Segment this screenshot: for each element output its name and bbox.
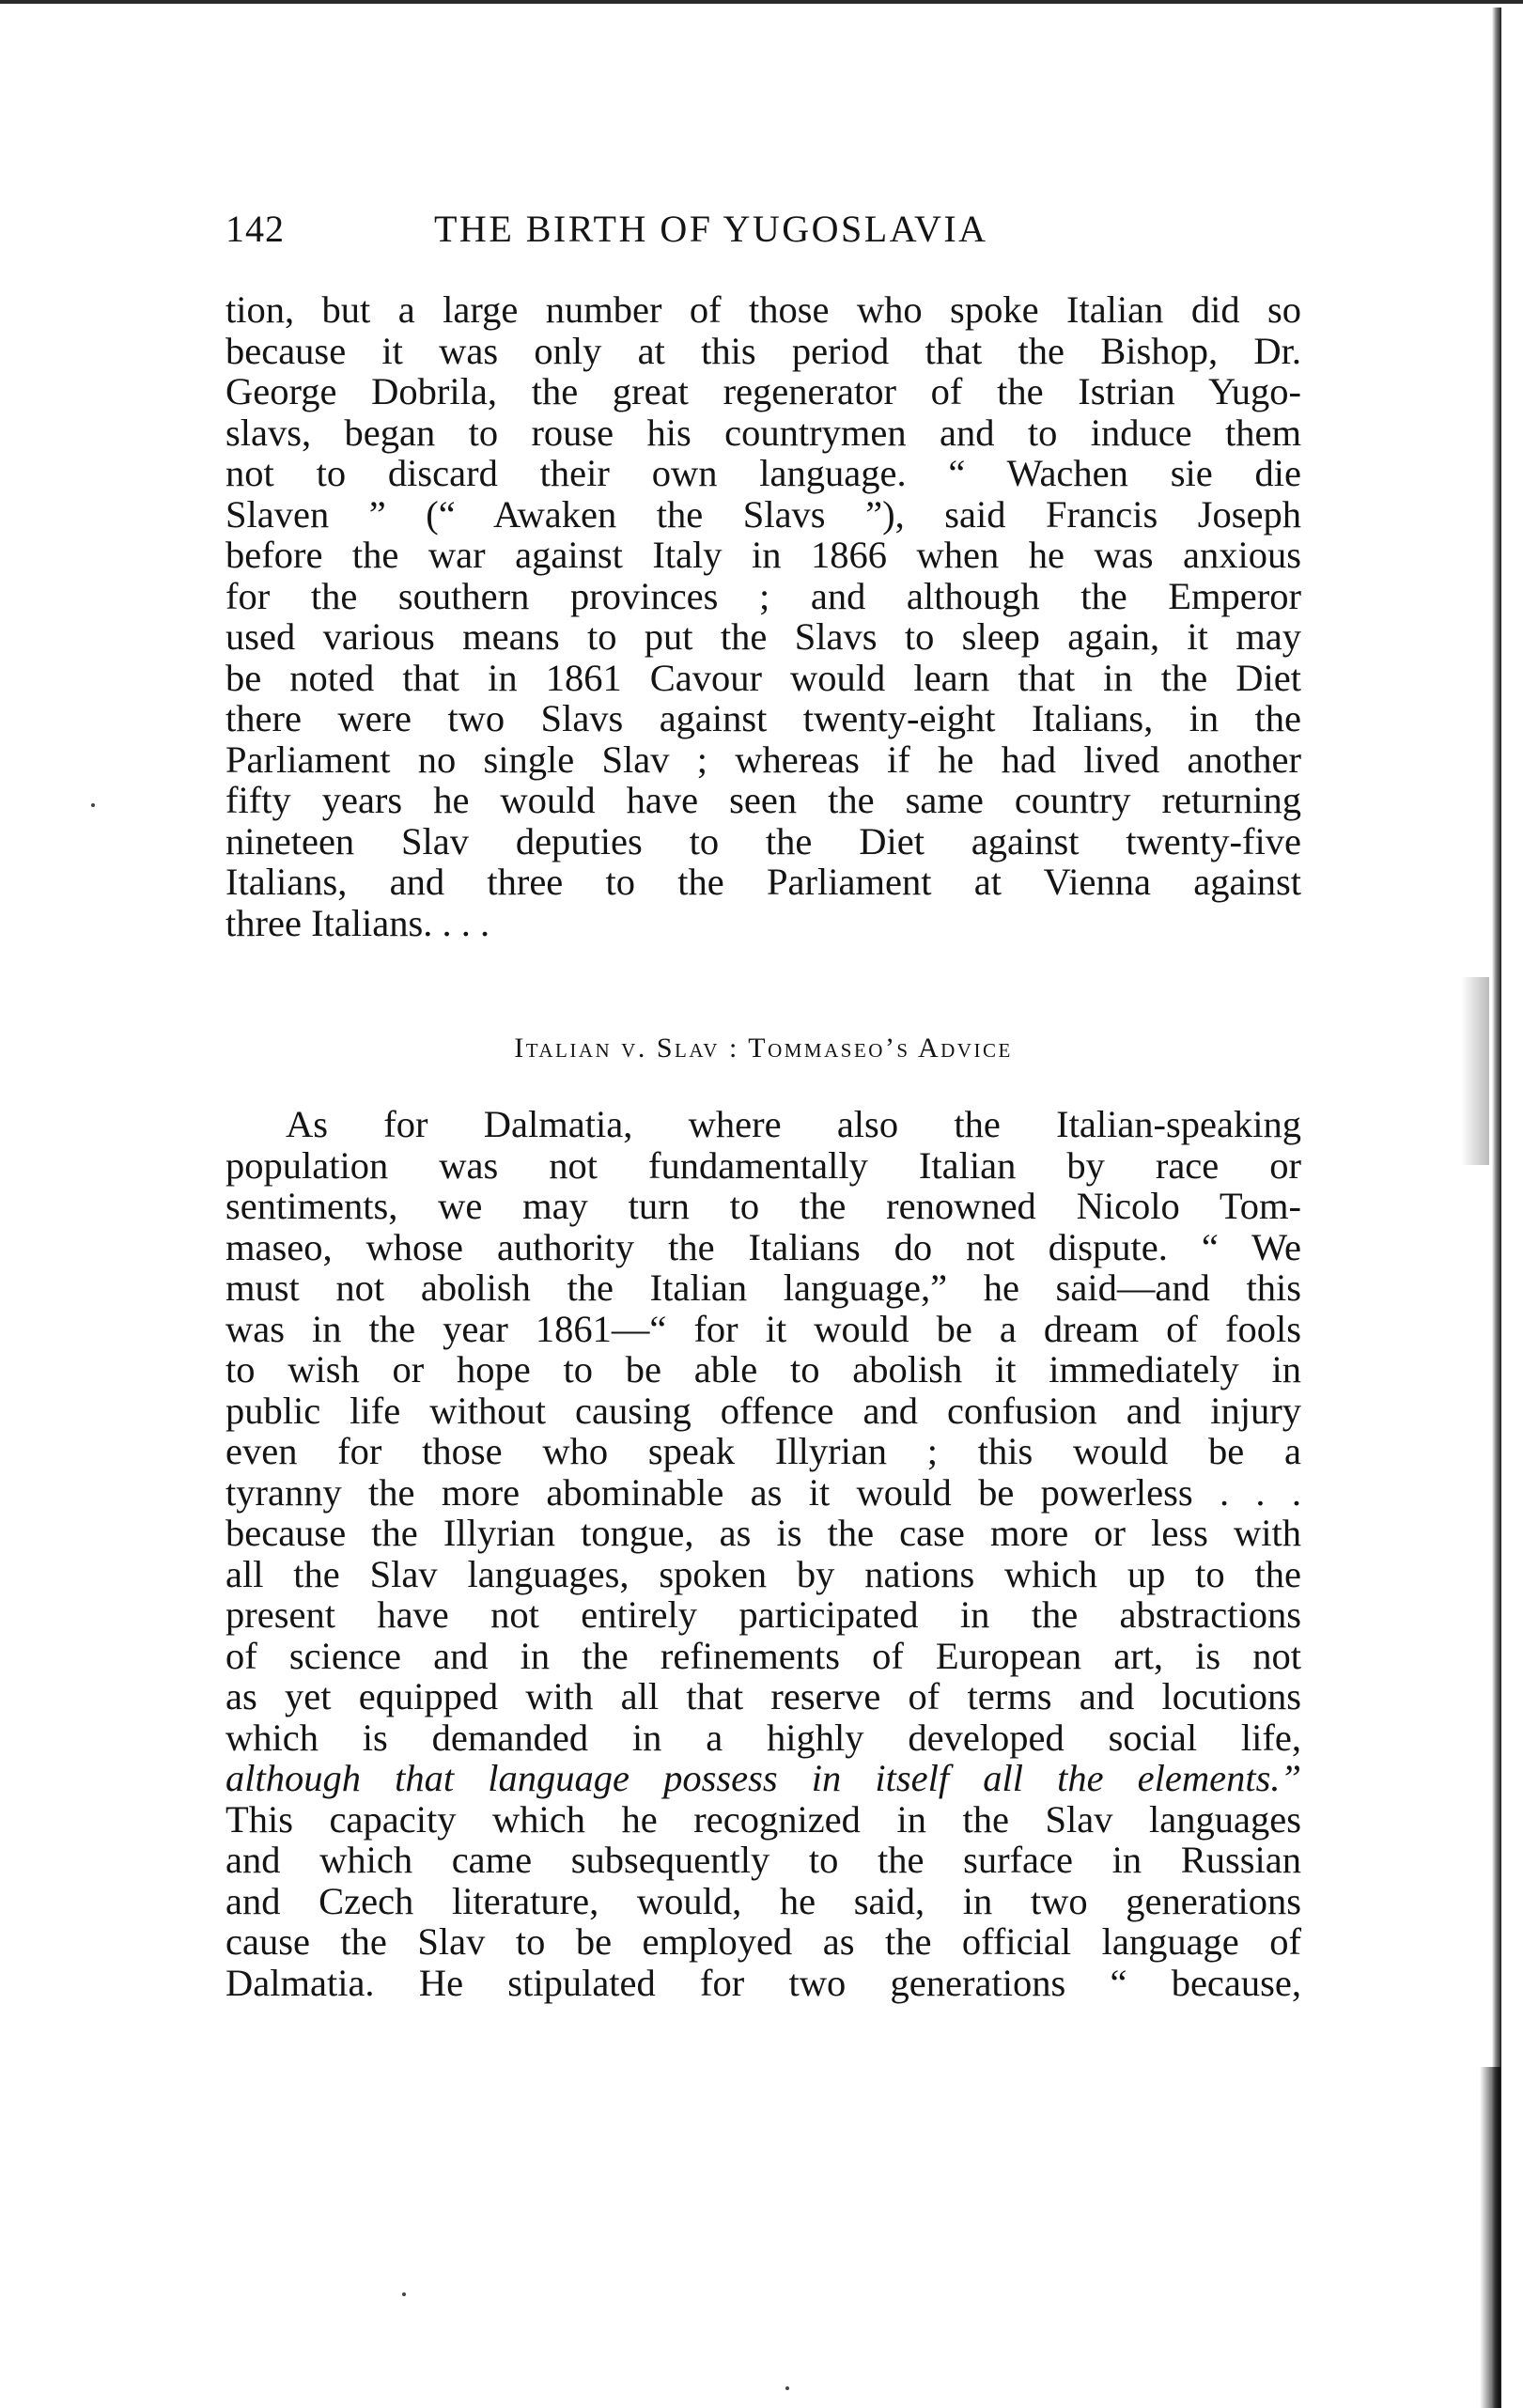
page-binding-edge xyxy=(1492,8,1501,2408)
text-line: population was not fundamentally Italian by race or xyxy=(225,1143,1301,1187)
text-line: Slaven ” (“ Awaken the Slavs ”), said Francis Joseph xyxy=(225,492,1301,536)
text-line: fifty years he would have seen the same country returning xyxy=(225,779,1301,821)
paragraph-2 xyxy=(225,1104,1301,2003)
text-line: of science and in the refinements of European art, is not xyxy=(225,1634,1301,1677)
text-line: before the war against Italy in 1866 when he was anxious xyxy=(225,534,1301,576)
text-line: because the Illyrian tongue, as is the case more or less with xyxy=(225,1512,1301,1554)
text-line: As for Dalmatia, where also the Italian-speaking xyxy=(286,1103,1301,1145)
text-line: present have not entirely participated in the abstractions xyxy=(225,1593,1301,1636)
text-line: three Italians. . . . xyxy=(225,901,490,944)
text-line: and which came subsequently to the surface in Russian xyxy=(225,1839,1301,1881)
text-line: used various means to put the Slavs to sleep again, it may xyxy=(225,615,1301,658)
text-line: even for those who speak Illyrian ; this would be a xyxy=(225,1430,1301,1472)
page-header xyxy=(225,205,1301,254)
text-line: tion, but a large number of those who spoke Italian did so xyxy=(225,288,1301,331)
text-line: cause the Slav to be employed as the official language of xyxy=(225,1920,1301,1963)
scan-shadow xyxy=(1480,2067,1500,2408)
text-line: This capacity which he recognized in the Slav languages xyxy=(225,1797,1301,1841)
running-head: THE BIRTH OF YUGOSLAVIA xyxy=(434,208,988,250)
text-line: to wish or hope to be able to abolish it immediately in xyxy=(225,1348,1301,1390)
scan-smudge xyxy=(1461,977,1489,1165)
text-line: must not abolish the Italian language,” he said—and this xyxy=(225,1266,1301,1309)
text-line: be noted that in 1861 Cavour would learn that in the Diet xyxy=(225,656,1301,699)
text-line: not to discard their own language. “ Wachen sie die xyxy=(225,452,1301,494)
page-top-edge xyxy=(0,0,1523,4)
text-line: which is demanded in a highly developed social life, xyxy=(225,1716,1301,1759)
text-line: for the southern provinces ; and although the Emperor xyxy=(225,574,1301,617)
text-line: sentiments, we may turn to the renowned Nicolo Tom- xyxy=(225,1185,1301,1227)
text-line: there were two Slavs against twenty-eight Italians, in the xyxy=(225,697,1301,739)
page-number: 142 xyxy=(225,208,285,250)
text-line: nineteen Slav deputies to the Diet against twenty-five xyxy=(225,819,1301,862)
section-heading: Italian v. Slav : Tommaseo’s Advice xyxy=(514,1033,1013,1064)
paragraph-1 xyxy=(225,289,1301,943)
text-line: Dalmatia. He stipulated for two generations “ because, xyxy=(225,1961,1301,2004)
text-line: all the Slav languages, spoken by nations which up to the xyxy=(225,1552,1301,1595)
stray-dot xyxy=(91,803,95,807)
text-line: George Dobrila, the great regenerator of the Istrian Yugo- xyxy=(225,370,1301,412)
text-line: because it was only at this period that the Bishop, Dr. xyxy=(225,329,1301,372)
text-line: tyranny the more abominable as it would be powerless . . . xyxy=(225,1470,1301,1514)
text-line: although that language possess in itself all the elements.” xyxy=(225,1757,1301,1799)
text-line: public life without causing offence and confusion and injury xyxy=(225,1389,1301,1432)
text-line: maseo, whose authority the Italians do not dispute. “ We xyxy=(225,1225,1301,1268)
text-line: slavs, began to rouse his countrymen and to induce them xyxy=(225,411,1301,454)
stray-dot xyxy=(402,2292,406,2296)
stray-dot xyxy=(785,2386,789,2390)
text-line: as yet equipped with all that reserve of terms and locutions xyxy=(225,1675,1301,1717)
text-line: was in the year 1861—“ for it would be a dream of fools xyxy=(225,1307,1301,1350)
text-line: and Czech literature, would, he said, in two generations xyxy=(225,1879,1301,1922)
text-line: Italians, and three to the Parliament at Vienna against xyxy=(225,861,1301,903)
text-line: Parliament no single Slav ; whereas if he had lived another xyxy=(225,738,1301,781)
